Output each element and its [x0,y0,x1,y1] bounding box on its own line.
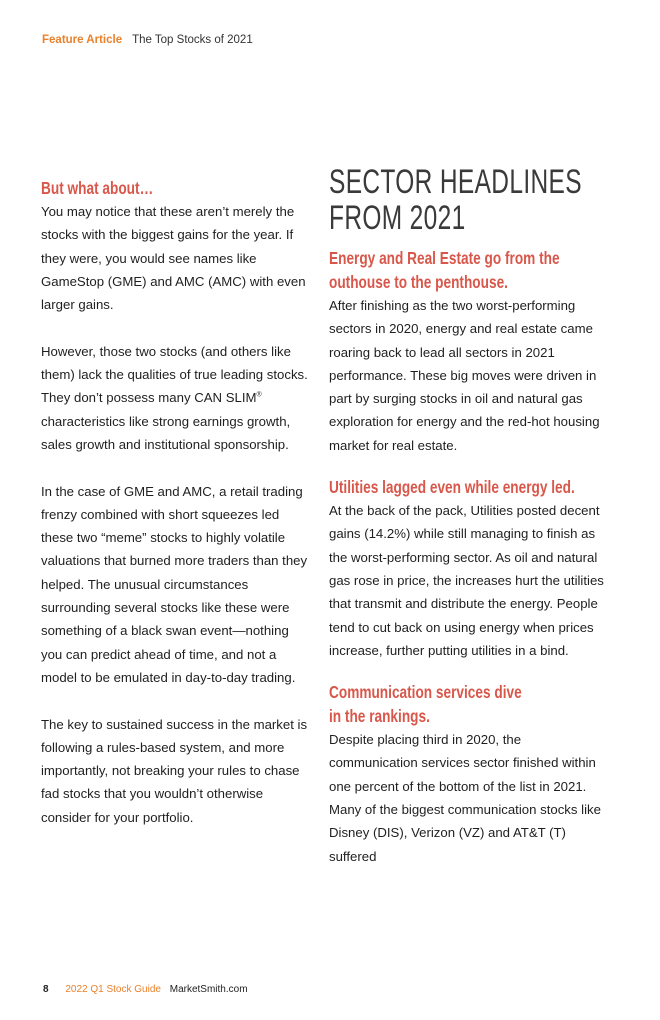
section-label: Feature Article [42,34,123,46]
paragraph-3: In the case of GME and AMC, a retail trading frenzy combined with short squeezes led these two “meme” stocks to highly volatile valuations that burned more traders than they helped. The unusual circumstances surrounding several stocks like these were something of a black swan event—nothing you can predict ahead of time, and not a model to be emulated in day-to-day trading. [41,483,308,685]
headline-line-1: SECTOR HEADLINES [329,163,582,201]
paragraph-4: The key to sustained success in the market is following a rules-based system, and more importantly, not breaking your rules to chase fad stocks that you wouldn’t otherwise consider for your portfolio. [41,716,308,825]
registered-mark: ® [256,391,262,399]
page-number: 8 [43,984,49,995]
subhead-but-what-about: But what about… [41,178,154,198]
subhead-communication-line-1: Communication services dive [329,682,522,703]
paragraph-2-part-a: However, those two stocks (and others like them) lack the qualities of true leading stocks. They don’t possess many CAN SLIM [41,343,308,406]
subhead-energy-line-2: outhouse to the penthouse. [329,272,508,292]
subhead-utilities: Utilities lagged even while energy led. [329,477,575,498]
publication-name: 2022 Q1 Stock Guide [65,984,161,995]
website-label: MarketSmith.com [169,984,248,995]
communication-paragraph: Despite placing third in 2020, the communication services sector finished within one percent of the bottom of the list in 2021. Many of the biggest communication stocks like Disney (DIS), Verizon (VZ) and AT&T (T) suffered [329,732,601,864]
paragraph-2-part-b: characteristics like strong earnings growth, sales growth and institutional sponsorship. [41,413,291,452]
right-column [329,164,605,868]
subhead-energy-real-estate [329,246,605,294]
sector-headlines-title [329,164,607,236]
paragraph-2 [41,340,313,456]
left-column [41,176,313,829]
page-footer [43,984,248,996]
subhead-communication-line-2: in the rankings. [329,706,430,727]
energy-paragraph: After finishing as the two worst-performing sectors in 2020, energy and real estate came roaring back to lead all sectors in 2021 performance. These big moves were driven in part by surging stocks in oil and natural gas exploration for energy and the red-hot housing market for real estate. [329,298,600,453]
headline-line-2: FROM 2021 [329,199,466,237]
utilities-paragraph: At the back of the pack, Utilities posted decent gains (14.2%) while still managing to finish as the worst-performing sector. As oil and natural gas rose in price, the increases hurt the utilities that transmit and distribute the energy. People tend to cut back on using energy when prices increase, further putting utilities in a bind. [329,503,604,658]
running-header [42,33,253,47]
subhead-energy-line-1: Energy and Real Estate go from the [329,248,560,268]
subhead-communication [329,680,605,728]
paragraph-1: You may notice that these aren’t merely the stocks with the biggest gains for the year. If they were, you would see names like GameStop (GME) and AMC (AMC) with even larger gains. [41,204,306,313]
article-title: The Top Stocks of 2021 [132,34,253,46]
